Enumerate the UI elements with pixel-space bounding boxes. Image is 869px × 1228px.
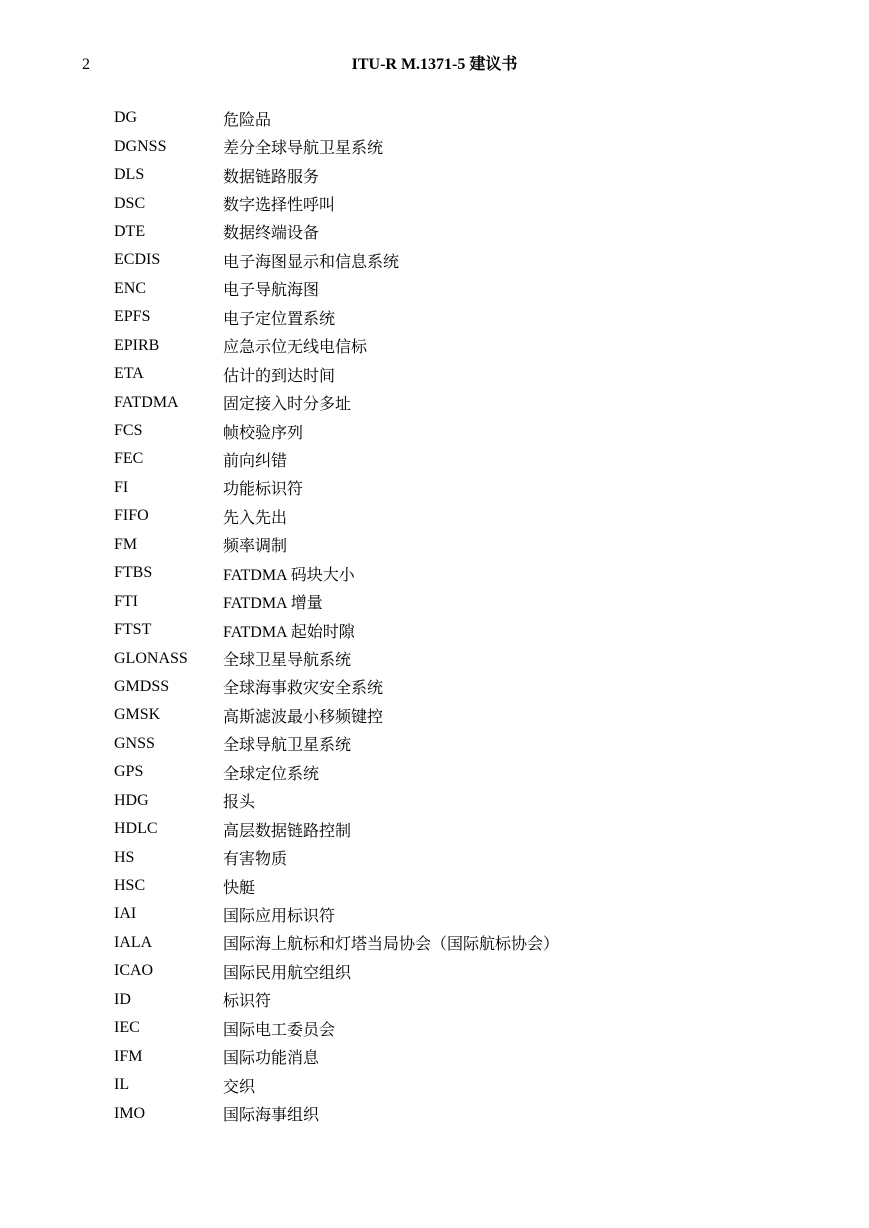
abbreviation-definition: FATDMA 起始时隙 — [223, 623, 355, 641]
abbreviation-term: HDLC — [114, 820, 158, 838]
abbreviation-term: DTE — [114, 222, 146, 240]
abbreviation-term: FI — [114, 478, 129, 496]
abbreviation-term: FCS — [114, 422, 143, 440]
abbreviation-row — [114, 616, 559, 644]
abbreviation-definition: 国际海事组织 — [223, 1107, 320, 1125]
abbreviation-row — [114, 701, 559, 729]
abbreviation-row — [114, 104, 559, 132]
abbreviation-row — [114, 1042, 559, 1070]
abbreviation-definition: 国际功能消息 — [223, 1050, 320, 1068]
abbreviation-row — [114, 929, 559, 957]
abbreviation-definition: 差分全球导航卫星系统 — [223, 140, 384, 158]
abbreviation-row — [114, 758, 559, 786]
page-number: 2 — [82, 56, 90, 73]
abbreviation-term: GMSK — [114, 706, 161, 724]
abbreviation-row — [114, 1099, 559, 1127]
abbreviation-definition: 交织 — [223, 1078, 256, 1096]
abbreviation-term: IMO — [114, 1104, 146, 1122]
abbreviation-definition: 全球卫星导航系统 — [223, 652, 352, 670]
abbreviation-row — [114, 872, 559, 900]
abbreviation-term: GNSS — [114, 734, 155, 752]
abbreviation-definition: 报头 — [223, 794, 256, 812]
abbreviation-term: EPIRB — [114, 336, 160, 354]
abbreviation-row — [114, 644, 559, 672]
abbreviation-term: EPFS — [114, 308, 151, 326]
abbreviation-term: DLS — [114, 166, 145, 184]
abbreviation-definition: 全球导航卫星系统 — [223, 737, 352, 755]
abbreviation-definition: FATDMA 增量 — [223, 595, 323, 613]
abbreviation-row — [114, 815, 559, 843]
abbreviation-row — [114, 246, 559, 274]
abbreviation-row — [114, 303, 559, 331]
abbreviation-definition: 先入先出 — [223, 509, 288, 527]
abbreviation-row — [114, 843, 559, 871]
abbreviation-definition: 数据链路服务 — [223, 168, 320, 186]
abbreviation-definition: 有害物质 — [223, 851, 288, 869]
abbreviation-definition: 电子海图显示和信息系统 — [223, 253, 400, 271]
abbreviation-row — [114, 218, 559, 246]
abbreviation-row — [114, 531, 559, 559]
abbreviation-definition: 数据终端设备 — [223, 225, 320, 243]
abbreviation-list — [114, 104, 559, 1128]
abbreviation-row — [114, 1014, 559, 1042]
abbreviation-term: HSC — [114, 877, 146, 895]
abbreviation-definition: 危险品 — [223, 111, 272, 129]
abbreviation-definition: 频率调制 — [223, 538, 288, 556]
abbreviation-row — [114, 900, 559, 928]
abbreviation-term: IAI — [114, 905, 137, 923]
abbreviation-term: IFM — [114, 1047, 143, 1065]
abbreviation-definition: 电子导航海图 — [223, 282, 320, 300]
abbreviation-term: FTI — [114, 592, 138, 610]
abbreviation-definition: 国际应用标识符 — [223, 907, 336, 925]
abbreviation-term: ENC — [114, 279, 146, 297]
abbreviation-definition: 快艇 — [223, 879, 256, 897]
abbreviation-term: FM — [114, 535, 138, 553]
abbreviation-row — [114, 189, 559, 217]
abbreviation-row — [114, 986, 559, 1014]
abbreviation-term: FIFO — [114, 507, 149, 525]
abbreviation-definition: 数字选择性呼叫 — [223, 197, 336, 215]
abbreviation-definition: 全球海事救灾安全系统 — [223, 680, 384, 698]
abbreviation-row — [114, 787, 559, 815]
abbreviation-definition: 国际海上航标和灯塔当局协会（国际航标协会） — [223, 936, 560, 954]
abbreviation-row — [114, 587, 559, 615]
abbreviation-definition: 全球定位系统 — [223, 765, 320, 783]
abbreviation-term: IEC — [114, 1019, 140, 1037]
abbreviation-definition: 功能标识符 — [223, 481, 304, 499]
abbreviation-definition: 电子定位置系统 — [223, 310, 336, 328]
abbreviation-term: DSC — [114, 194, 146, 212]
abbreviation-definition: 国际民用航空组织 — [223, 964, 352, 982]
abbreviation-definition: 应急示位无线电信标 — [223, 339, 368, 357]
abbreviation-definition: 高斯滤波最小移频键控 — [223, 708, 384, 726]
abbreviation-row — [114, 275, 559, 303]
abbreviation-row — [114, 417, 559, 445]
abbreviation-term: FTBS — [114, 564, 153, 582]
abbreviation-term: HDG — [114, 791, 149, 809]
abbreviation-definition: 标识符 — [223, 993, 272, 1011]
abbreviation-row — [114, 502, 559, 530]
abbreviation-row — [114, 559, 559, 587]
abbreviation-definition: 国际电工委员会 — [223, 1021, 336, 1039]
abbreviation-row — [114, 673, 559, 701]
abbreviation-term: FTST — [114, 621, 152, 639]
abbreviation-term: GPS — [114, 763, 144, 781]
abbreviation-row — [114, 360, 559, 388]
abbreviation-definition: FATDMA 码块大小 — [223, 566, 355, 584]
abbreviation-row — [114, 445, 559, 473]
abbreviation-term: ID — [114, 990, 131, 1008]
abbreviation-term: IL — [114, 1076, 130, 1094]
abbreviation-definition: 帧校验序列 — [223, 424, 304, 442]
abbreviation-row — [114, 957, 559, 985]
abbreviation-term: DG — [114, 109, 138, 127]
abbreviation-term: HS — [114, 848, 135, 866]
abbreviation-row — [114, 332, 559, 360]
abbreviation-definition: 估计的到达时间 — [223, 367, 336, 385]
abbreviation-term: ICAO — [114, 962, 154, 980]
abbreviation-definition: 高层数据链路控制 — [223, 822, 352, 840]
abbreviation-row — [114, 161, 559, 189]
abbreviation-term: ECDIS — [114, 251, 161, 269]
page-header-title: ITU-R M.1371-5 建议书 — [351, 56, 518, 73]
abbreviation-term: GLONASS — [114, 649, 188, 667]
abbreviation-row — [114, 388, 559, 416]
abbreviation-term: DGNSS — [114, 137, 167, 155]
abbreviation-term: IALA — [114, 933, 153, 951]
abbreviation-definition: 固定接入时分多址 — [223, 396, 352, 414]
abbreviation-row — [114, 1071, 559, 1099]
abbreviation-row — [114, 474, 559, 502]
abbreviation-term: ETA — [114, 365, 144, 383]
abbreviation-term: GMDSS — [114, 677, 170, 695]
abbreviation-definition: 前向纠错 — [223, 452, 288, 470]
abbreviation-term: FEC — [114, 450, 144, 468]
abbreviation-term: FATDMA — [114, 393, 179, 411]
abbreviation-row — [114, 132, 559, 160]
abbreviation-row — [114, 730, 559, 758]
